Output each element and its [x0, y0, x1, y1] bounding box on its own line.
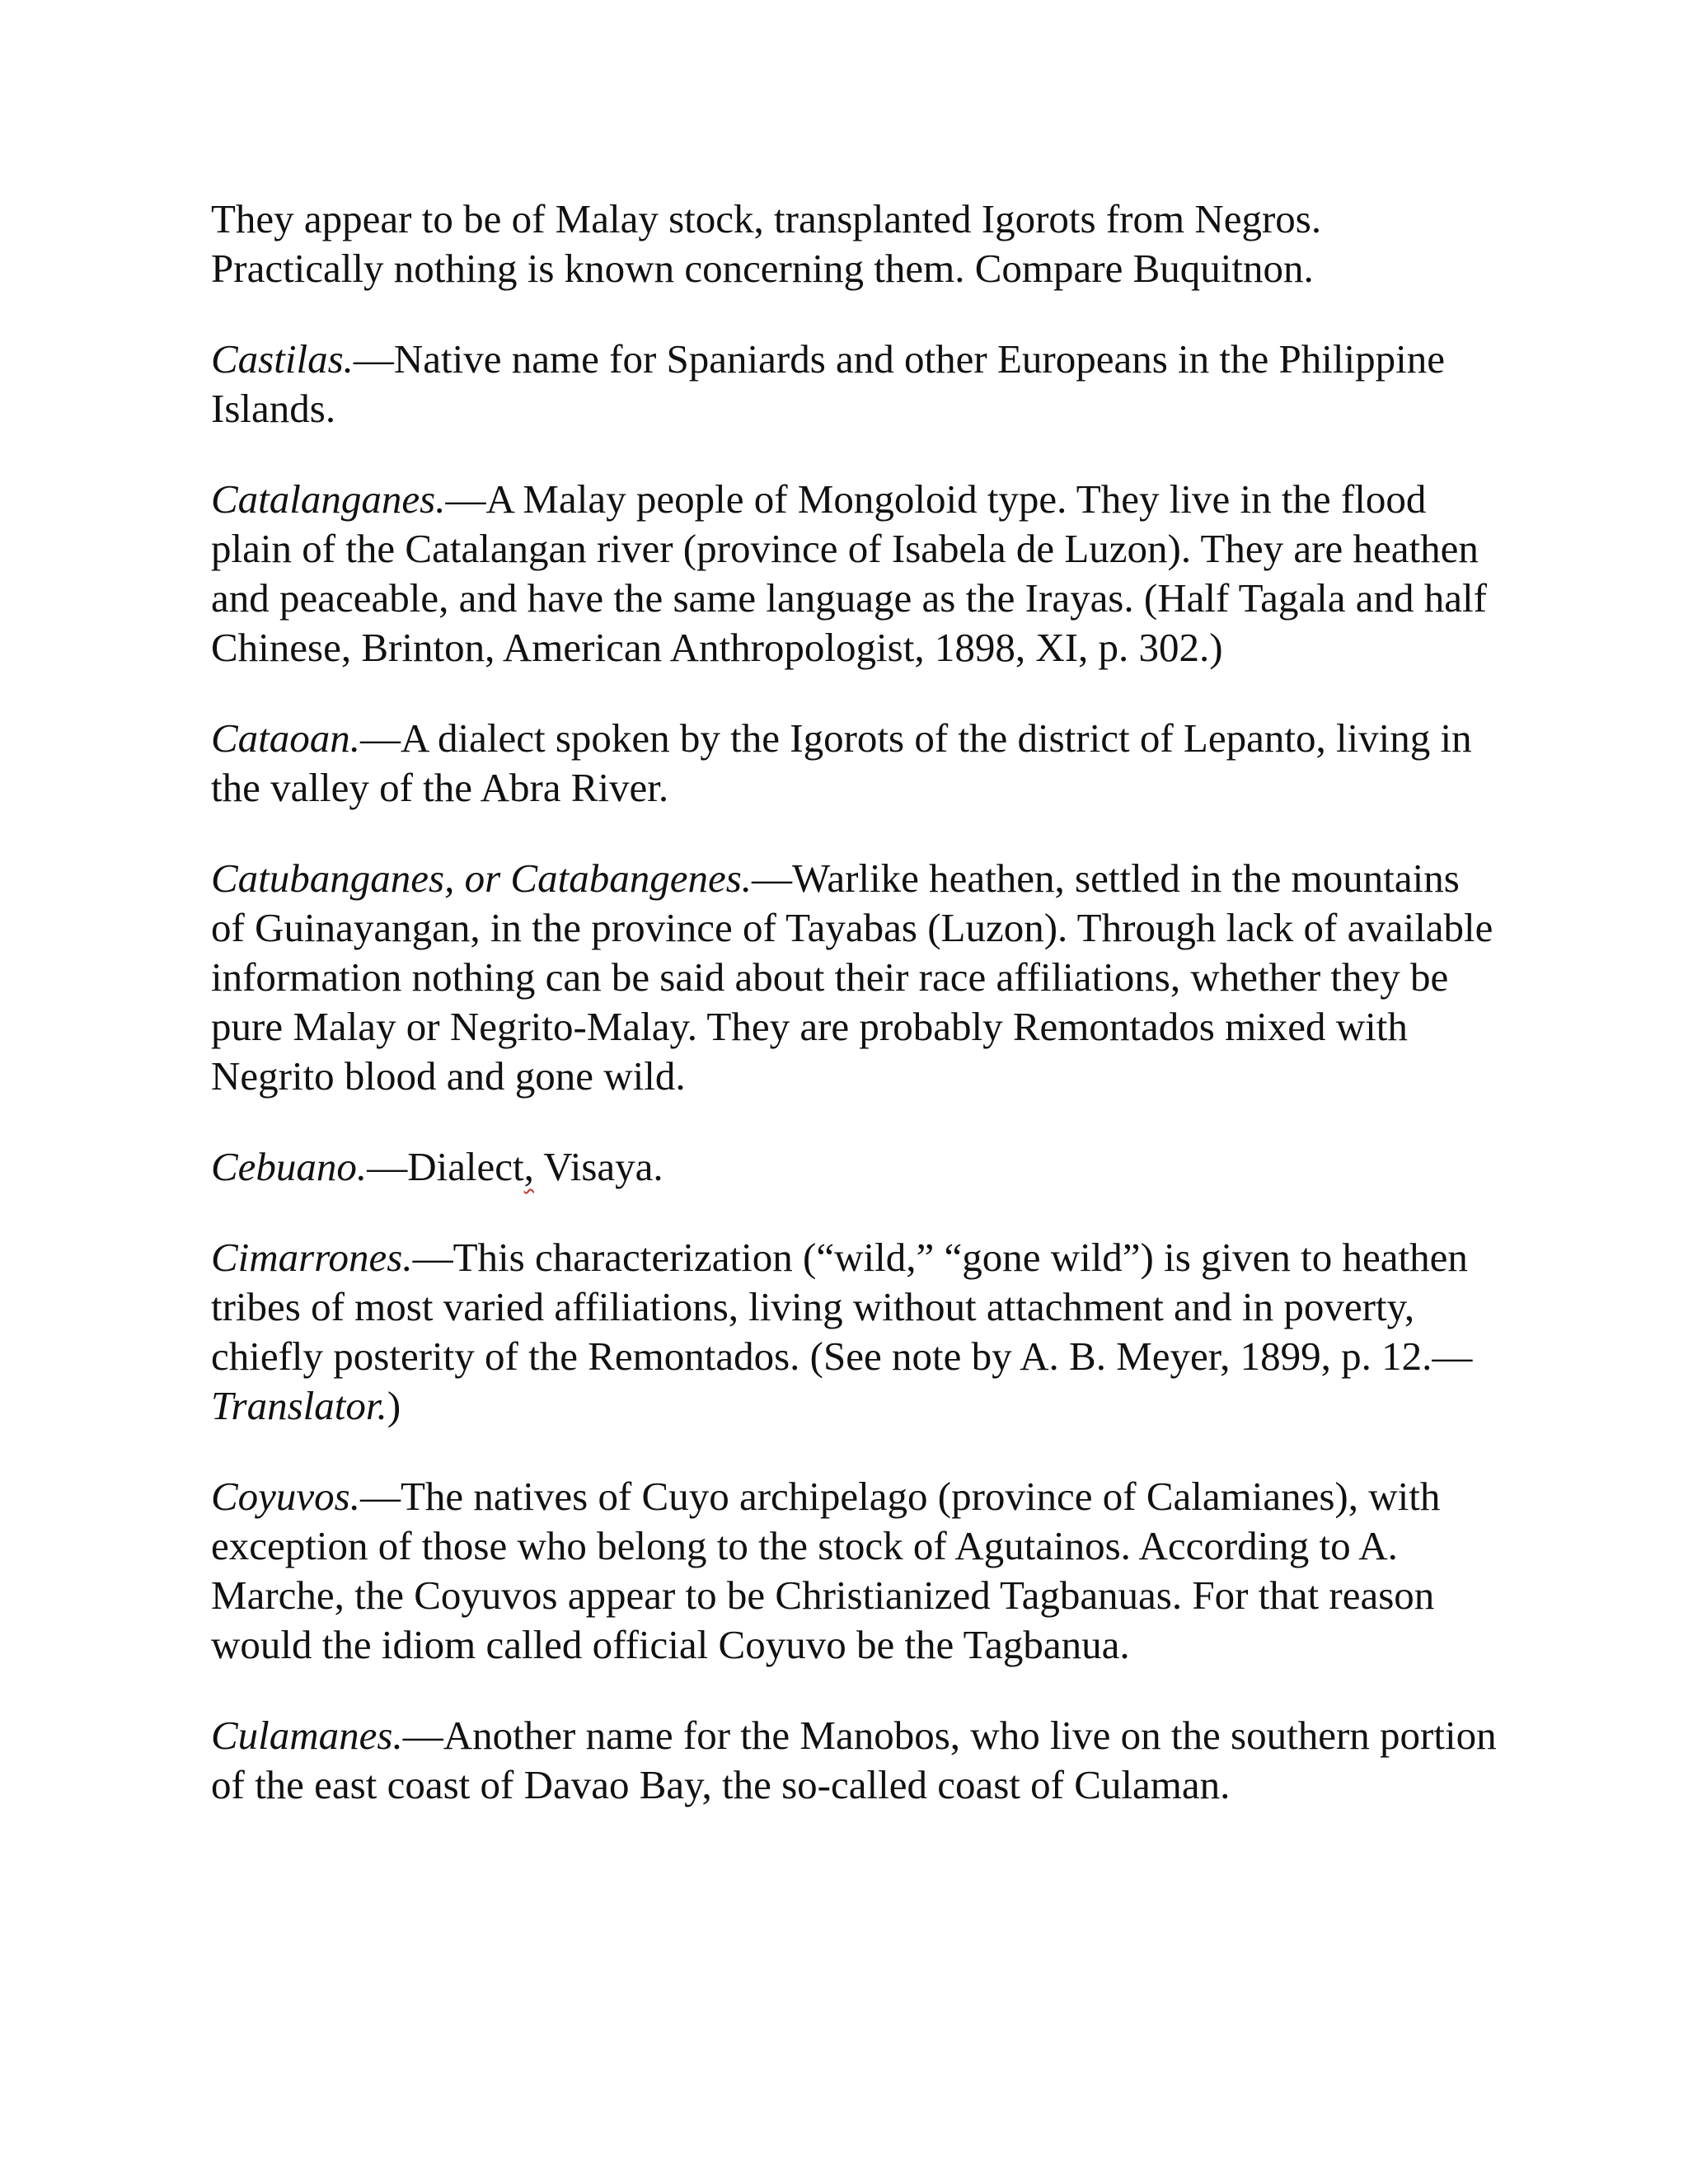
spellcheck-marked-comma: ,	[523, 1144, 534, 1189]
document-page	[211, 194, 1497, 1851]
entry-term: Cebuano.	[211, 1144, 368, 1189]
entry-text-end: )	[387, 1383, 401, 1428]
entry-coyuvos	[211, 1472, 1497, 1670]
entry-text: —Another name for the Manobos, who live on the southern portion of the east coast of Davao Bay, the so-called coast of Culaman.	[211, 1713, 1497, 1807]
paragraph-continuation	[211, 194, 1497, 293]
entry-text: —A Malay people of Mongoloid type. They live in the flood plain of the Catalangan river (province of Isabela de Luzon). They are heathen and peaceable, and have the same language as the Irayas. (Half Tagala and half Chinese, Brinton, American Anthropologist, 1898, XI, p. 302.)	[211, 476, 1487, 670]
entry-emphasis: Translator.	[211, 1383, 387, 1428]
entry-text: —Dialect	[367, 1144, 524, 1189]
entry-text: —A dialect spoken by the Igorots of the district of Lepanto, living in the valley of the Abra River.	[211, 715, 1472, 810]
entry-castilas	[211, 335, 1497, 434]
entry-text: —Warlike heathen, settled in the mountains of Guinayangan, in the province of Tayabas (Luzon). Through lack of available information nothing can be said about their race affiliations, whether they be pure Malay or Negrito-Malay. They are probably Remontados mixed with Negrito blood and gone wild.	[211, 855, 1493, 1099]
entry-text: They appear to be of Malay stock, transplanted Igorots from Negros. Practically nothing is known concerning them. Compare Buquitnon.	[211, 196, 1322, 291]
entry-cimarrones	[211, 1233, 1497, 1431]
entry-cataoan	[211, 714, 1497, 813]
entry-text: —The natives of Cuyo archipelago (province of Calamianes), with exception of those who belong to the stock of Agutainos. According to A. Marche, the Coyuvos appear to be Christianized Tagbanuas. For that reason would the idiom called official Coyuvo be the Tagbanua.	[211, 1474, 1441, 1667]
entry-term: Castilas.	[211, 336, 354, 382]
entry-term: Culamanes.	[211, 1713, 403, 1758]
entry-text-end: Visaya.	[533, 1144, 663, 1189]
entry-cebuano	[211, 1142, 1497, 1192]
entry-term: Cimarrones.	[211, 1235, 413, 1280]
entry-term: Coyuvos.	[211, 1474, 360, 1519]
entry-text: —This characterization (“wild,” “gone wild”) is given to heathen tribes of most varied affiliations, living without attachment and in poverty, chiefly posterity of the Remontados. (See note by A. B. Meyer, 1899, p. 12.—	[211, 1235, 1473, 1379]
entry-catubanganes	[211, 854, 1497, 1101]
entry-term: Catalanganes.	[211, 476, 446, 522]
entry-term: Catubanganes, or Catabangenes.	[211, 855, 753, 901]
entry-catalanganes	[211, 475, 1497, 673]
entry-text: —Native name for Spaniards and other Europeans in the Philippine Islands.	[211, 336, 1445, 431]
entry-term: Cataoan.	[211, 715, 361, 761]
entry-culamanes	[211, 1711, 1497, 1810]
